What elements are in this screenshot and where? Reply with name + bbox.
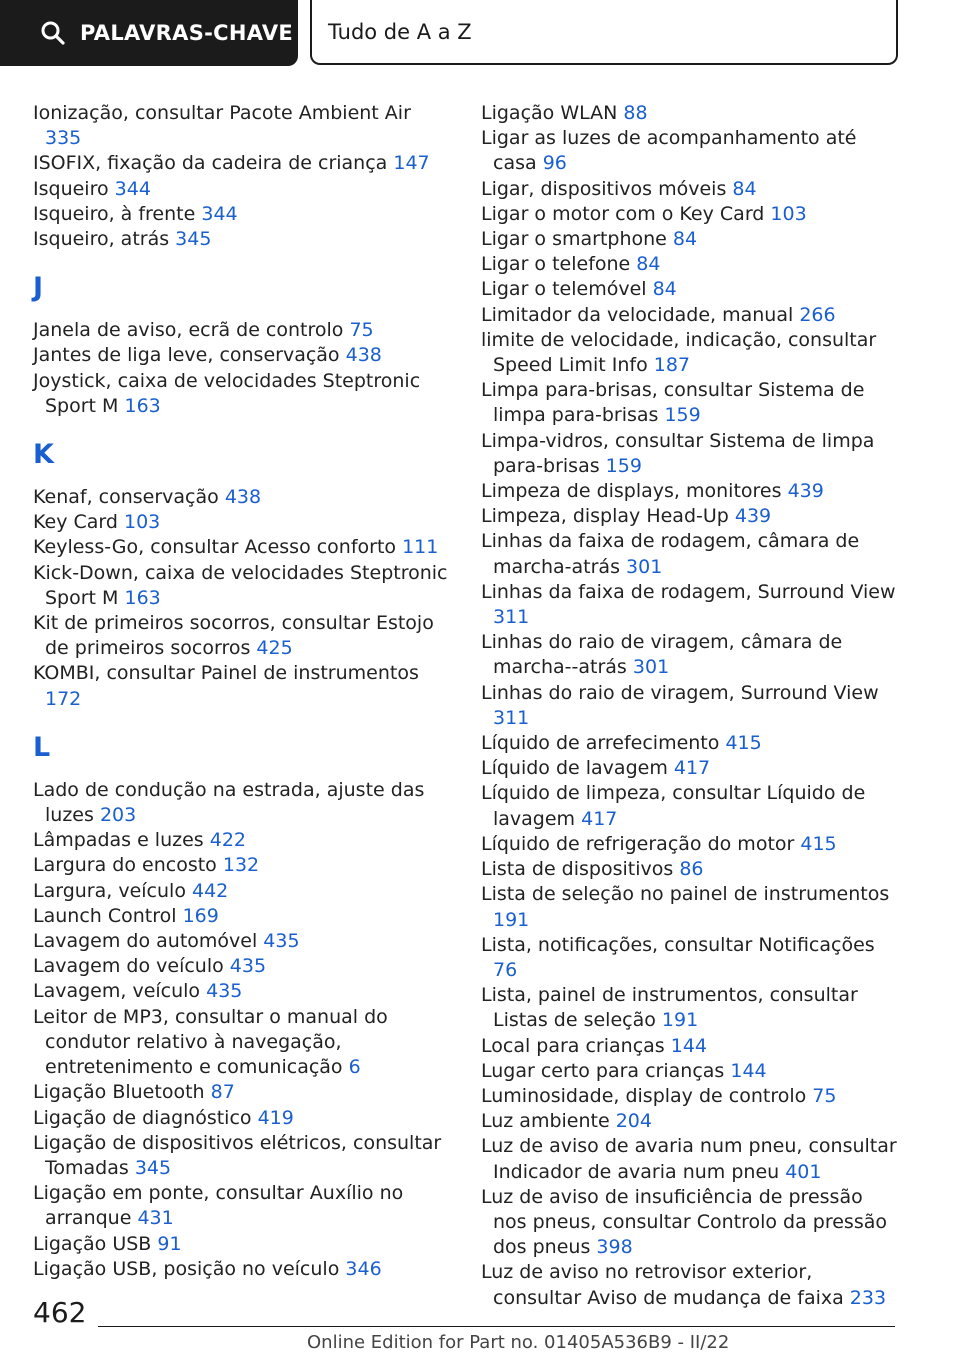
index-entry <box>481 1185 901 1261</box>
index-entry <box>33 202 453 227</box>
index-entry <box>33 151 453 176</box>
index-entry <box>33 510 453 535</box>
page-reference-link[interactable]: 132 <box>222 854 260 877</box>
index-entry-text: Largura do encosto <box>33 854 217 877</box>
index-entry-text: Líquido de refrigeração do motor <box>481 832 795 855</box>
index-entry <box>33 1181 453 1231</box>
page-reference-link[interactable]: 439 <box>734 505 772 528</box>
index-entry-text: Ligação de dispositivos elétricos, consultar Tomadas <box>33 1131 442 1179</box>
index-entry <box>33 661 453 711</box>
index-entry <box>33 369 453 419</box>
index-entry-text: Lista de dispositivos <box>481 858 674 881</box>
index-entry-text: Isqueiro, à frente <box>33 202 196 225</box>
page-reference-link[interactable]: 91 <box>157 1232 182 1255</box>
index-entry-text: Lavagem, veículo <box>33 980 201 1003</box>
index-entry <box>33 929 453 954</box>
index-entry <box>33 979 453 1004</box>
index-entry <box>481 681 901 731</box>
page-reference-link[interactable]: 159 <box>664 404 701 427</box>
index-entry-text: Linhas do raio de viragem, câmara de marcha--atrás <box>481 631 843 679</box>
index-entry <box>481 1034 901 1059</box>
index-entry-text: Joystick, caixa de velocidades Steptronic Sport M <box>33 369 421 417</box>
index-entry <box>481 1084 901 1109</box>
page-reference-link[interactable]: 301 <box>632 656 670 679</box>
section-letter: K <box>33 439 54 471</box>
index-entry <box>481 882 901 932</box>
index-entry <box>481 328 901 378</box>
index-entry <box>33 904 453 929</box>
index-entry <box>481 933 901 983</box>
page-reference-link[interactable]: 147 <box>393 152 430 175</box>
index-entry <box>481 202 901 227</box>
page-reference-link[interactable]: 84 <box>672 228 698 251</box>
index-entry <box>33 101 453 151</box>
index-entry-text: Limpa-vidros, consultar Sistema de limpa para-brisas <box>481 429 875 477</box>
page-reference-link[interactable]: 431 <box>137 1207 174 1230</box>
page-reference-link[interactable]: 344 <box>114 177 151 200</box>
page-reference-link[interactable]: 417 <box>673 757 711 780</box>
page-reference-link[interactable]: 266 <box>799 303 836 326</box>
index-entry <box>481 832 901 857</box>
page-reference-link[interactable]: 84 <box>652 278 677 301</box>
index-entry-text: Key Card <box>33 511 118 534</box>
index-entry <box>481 1059 901 1084</box>
index-entry <box>33 1131 453 1181</box>
index-entry <box>481 857 901 882</box>
index-entry-text: Lavagem do veículo <box>33 955 224 978</box>
index-entry <box>481 378 901 428</box>
index-entry-text: Lado de condução na estrada, ajuste das luzes <box>33 778 425 827</box>
index-entry <box>33 535 453 560</box>
index-entry-text: Líquido de limpeza, consultar Líquido de lavagem <box>481 782 866 830</box>
index-entry <box>481 731 901 756</box>
index-entry-text: Ligar o smartphone <box>481 228 667 251</box>
page-reference-link[interactable]: 144 <box>670 1034 708 1057</box>
page-reference-link[interactable]: 75 <box>812 1084 837 1107</box>
index-entry <box>33 1106 453 1131</box>
index-entry-text: Ligação Bluetooth <box>33 1081 205 1104</box>
index-entry-text: Lista, notificações, consultar Notificações <box>481 933 875 956</box>
index-entry-text: ISOFIX, fixação da cadeira de criança <box>33 152 388 175</box>
header-bar <box>0 0 960 68</box>
page-number: 462 <box>33 1296 87 1329</box>
index-entry <box>481 101 901 126</box>
page-reference-link[interactable]: 425 <box>256 637 293 660</box>
index-entry-text: Limitador da velocidade, manual <box>481 303 794 326</box>
page-reference-link[interactable]: 204 <box>615 1110 652 1133</box>
index-entry <box>481 126 901 176</box>
index-entry <box>33 1257 453 1282</box>
page-reference-link[interactable]: 76 <box>493 958 518 981</box>
index-entry <box>33 561 453 611</box>
index-entry <box>33 177 453 202</box>
page-reference-link[interactable]: 415 <box>800 832 837 855</box>
page-reference-link[interactable]: 301 <box>626 555 663 578</box>
index-entry <box>481 580 901 630</box>
index-column-right <box>481 101 901 1311</box>
index-entry-text: Ligação em ponte, consultar Auxílio no arranque <box>33 1182 404 1230</box>
page-reference-link[interactable]: 417 <box>581 807 618 830</box>
index-entry <box>481 227 901 252</box>
page-reference-link[interactable]: 422 <box>209 829 247 852</box>
index-entry <box>481 277 901 302</box>
index-entry-text: Ionização, consultar Pacote Ambient Air <box>33 102 411 124</box>
page-reference-link[interactable]: 203 <box>99 804 137 827</box>
page-reference-link[interactable]: 144 <box>730 1059 767 1082</box>
index-entry <box>481 630 901 680</box>
section-letter: J <box>33 272 44 304</box>
page-reference-link[interactable]: 344 <box>201 202 238 225</box>
index-entry-text: Ligar, dispositivos móveis <box>481 177 727 200</box>
page-reference-link[interactable]: 435 <box>263 930 300 953</box>
page-reference-link[interactable]: 311 <box>493 706 530 729</box>
index-entry <box>481 781 901 831</box>
index-entry <box>33 485 453 510</box>
index-entry-text: Isqueiro, atrás <box>33 228 170 251</box>
index-entry <box>33 227 453 252</box>
page-reference-link[interactable]: 439 <box>787 480 824 503</box>
page-reference-link[interactable]: 311 <box>493 606 530 629</box>
index-entry-text: Lista de seleção no painel de instrumentos <box>481 883 890 906</box>
index-entry <box>33 879 453 904</box>
section-letter: L <box>33 731 51 763</box>
index-entry-text: Limpeza de displays, monitores <box>481 480 782 503</box>
a-to-z-tab-label: Tudo de A a Z <box>328 19 472 44</box>
keywords-tab[interactable] <box>0 0 298 66</box>
index-entry <box>33 828 453 853</box>
index-entry-text: Largura, veículo <box>33 879 186 902</box>
index-entry <box>481 504 901 529</box>
index-entry <box>481 479 901 504</box>
edition-footer: Online Edition for Part no. 01405A536B9 - II/22 <box>307 1332 730 1353</box>
index-entry-text: Kick-Down, caixa de velocidades Steptronic Sport M <box>33 561 448 609</box>
index-entry-text: Luz ambiente <box>481 1110 610 1133</box>
page-reference-link[interactable]: 172 <box>45 687 82 710</box>
keywords-tab-label: PALAVRAS-CHAVE <box>80 21 294 45</box>
index-entry <box>481 1134 901 1184</box>
index-entry-text: Ligar o motor com o Key Card <box>481 202 765 225</box>
page-reference-link[interactable]: 86 <box>679 858 704 881</box>
page-reference-link[interactable]: 438 <box>224 486 262 509</box>
page-reference-link[interactable]: 96 <box>542 152 567 175</box>
index-entry-text: Local para crianças <box>481 1034 665 1057</box>
index-entry-text: Luz de aviso de avaria num pneu, consultar Indicador de avaria num pneu <box>481 1135 897 1183</box>
index-entry-text: Luz de aviso de insuficiência de pressão nos pneus, consultar Controlo da pressão dos pneus <box>481 1185 887 1259</box>
page-reference-link[interactable]: 169 <box>182 904 219 927</box>
page-reference-link[interactable]: 438 <box>345 344 382 367</box>
index-entry-text: Linhas da faixa de rodagem, câmara de marcha-atrás <box>481 530 860 578</box>
page-reference-link[interactable]: 345 <box>175 228 212 251</box>
index-entry <box>33 1080 453 1105</box>
page-reference-link[interactable]: 159 <box>605 454 642 477</box>
page-reference-link[interactable]: 233 <box>849 1286 887 1309</box>
index-entry <box>481 529 901 579</box>
page-reference-link[interactable]: 345 <box>134 1156 172 1179</box>
index-entry-text: Líquido de lavagem <box>481 757 668 780</box>
index-entry-text: Jantes de liga leve, conservação <box>33 344 340 367</box>
page-reference-link[interactable]: 103 <box>123 511 161 534</box>
index-entry <box>33 778 453 828</box>
search-icon <box>40 20 66 46</box>
index-entry <box>33 853 453 878</box>
index-entry-text: Kit de primeiros socorros, consultar Estojo de primeiros socorros <box>33 612 434 660</box>
page-reference-link[interactable]: 75 <box>349 319 374 342</box>
index-entry-text: Leitor de MP3, consultar o manual do condutor relativo à navegação, entretenimento e comunicação <box>33 1005 388 1079</box>
page-reference-link[interactable]: 346 <box>345 1257 382 1280</box>
index-entry-text: Ligação de diagnóstico <box>33 1106 252 1129</box>
index-entry <box>33 1005 453 1081</box>
index-column-left <box>33 101 453 1282</box>
index-entry-text: Kenaf, conservação <box>33 486 219 509</box>
index-entry-text: Líquido de arrefecimento <box>481 732 720 755</box>
page-reference-link[interactable]: 84 <box>636 253 661 276</box>
index-entry-text: Keyless-Go, consultar Acesso conforto <box>33 536 397 559</box>
index-entry-text: Limpeza, display Head-Up <box>481 505 729 528</box>
page-reference-link[interactable]: 415 <box>725 732 762 755</box>
index-entry-text: Lavagem do automóvel <box>33 930 258 953</box>
page-reference-link[interactable]: 6 <box>348 1056 361 1079</box>
footer-divider <box>98 1326 895 1327</box>
index-entry-text: Linhas do raio de viragem, Surround View <box>481 681 879 704</box>
index-entry <box>481 429 901 479</box>
a-to-z-tab[interactable] <box>310 0 898 65</box>
page-reference-link[interactable]: 103 <box>770 202 807 225</box>
page-reference-link[interactable]: 187 <box>653 354 691 377</box>
index-entry <box>481 1109 901 1134</box>
index-entry-text: Linhas da faixa de rodagem, Surround View <box>481 580 896 603</box>
page-reference-link[interactable]: 401 <box>785 1160 822 1183</box>
index-entry-text: Launch Control <box>33 904 177 927</box>
index-entry <box>481 1260 901 1310</box>
page-reference-link[interactable]: 191 <box>493 908 530 931</box>
index-entry-text: Luz de aviso no retrovisor exterior, consultar Aviso de mudança de faixa <box>481 1261 844 1309</box>
index-entry-text: Lâmpadas e luzes <box>33 829 204 852</box>
index-entry-text: Luminosidade, display de controlo <box>481 1084 807 1107</box>
index-entry <box>33 611 453 661</box>
index-entry <box>481 756 901 781</box>
page-reference-link[interactable]: 88 <box>623 102 648 124</box>
index-entry-text: limite de velocidade, indicação, consultar Speed Limit Info <box>481 328 877 377</box>
page-reference-link[interactable]: 435 <box>206 980 243 1003</box>
index-entry <box>481 177 901 202</box>
index-entry-text: Ligar o telefone <box>481 253 631 276</box>
page-reference-link[interactable]: 87 <box>210 1081 235 1104</box>
index-entry <box>481 983 901 1033</box>
index-entry-text: KOMBI, consultar Painel de instrumentos <box>33 662 419 685</box>
index-entry-text: Janela de aviso, ecrã de controlo <box>33 319 344 342</box>
index-entry <box>33 954 453 979</box>
page-reference-link[interactable]: 419 <box>257 1106 294 1129</box>
page-reference-link[interactable]: 398 <box>596 1236 633 1259</box>
page-reference-link[interactable]: 435 <box>229 955 267 978</box>
page-reference-link[interactable]: 84 <box>732 177 757 200</box>
index-entry-text: Ligar as luzes de acompanhamento até casa <box>481 127 857 175</box>
index-entry <box>481 252 901 277</box>
page-reference-link[interactable]: 111 <box>402 536 439 559</box>
index-entry-text: Isqueiro <box>33 177 109 200</box>
index-entry-text: Ligar o telemóvel <box>481 278 647 301</box>
index-entry <box>481 303 901 328</box>
page-reference-link[interactable]: 163 <box>124 586 161 609</box>
index-entry <box>33 318 453 343</box>
index-entry-text: Lugar certo para crianças <box>481 1059 725 1082</box>
page-reference-link[interactable]: 191 <box>661 1009 699 1032</box>
index-entry-text: Limpa para-brisas, consultar Sistema de limpa para-brisas <box>481 379 865 427</box>
index-entry-text: Lista, painel de instrumentos, consultar Listas de seleção <box>481 984 858 1032</box>
page-reference-link[interactable]: 163 <box>124 394 161 417</box>
index-entry <box>33 343 453 368</box>
page-reference-link[interactable]: 442 <box>192 879 229 902</box>
index-entry-text: Ligação WLAN <box>481 102 618 124</box>
index-entry-text: Ligação USB <box>33 1232 152 1255</box>
index-entry-text: Ligação USB, posição no veículo <box>33 1257 340 1280</box>
index-entry <box>33 1232 453 1257</box>
page-reference-link[interactable]: 335 <box>45 127 82 150</box>
